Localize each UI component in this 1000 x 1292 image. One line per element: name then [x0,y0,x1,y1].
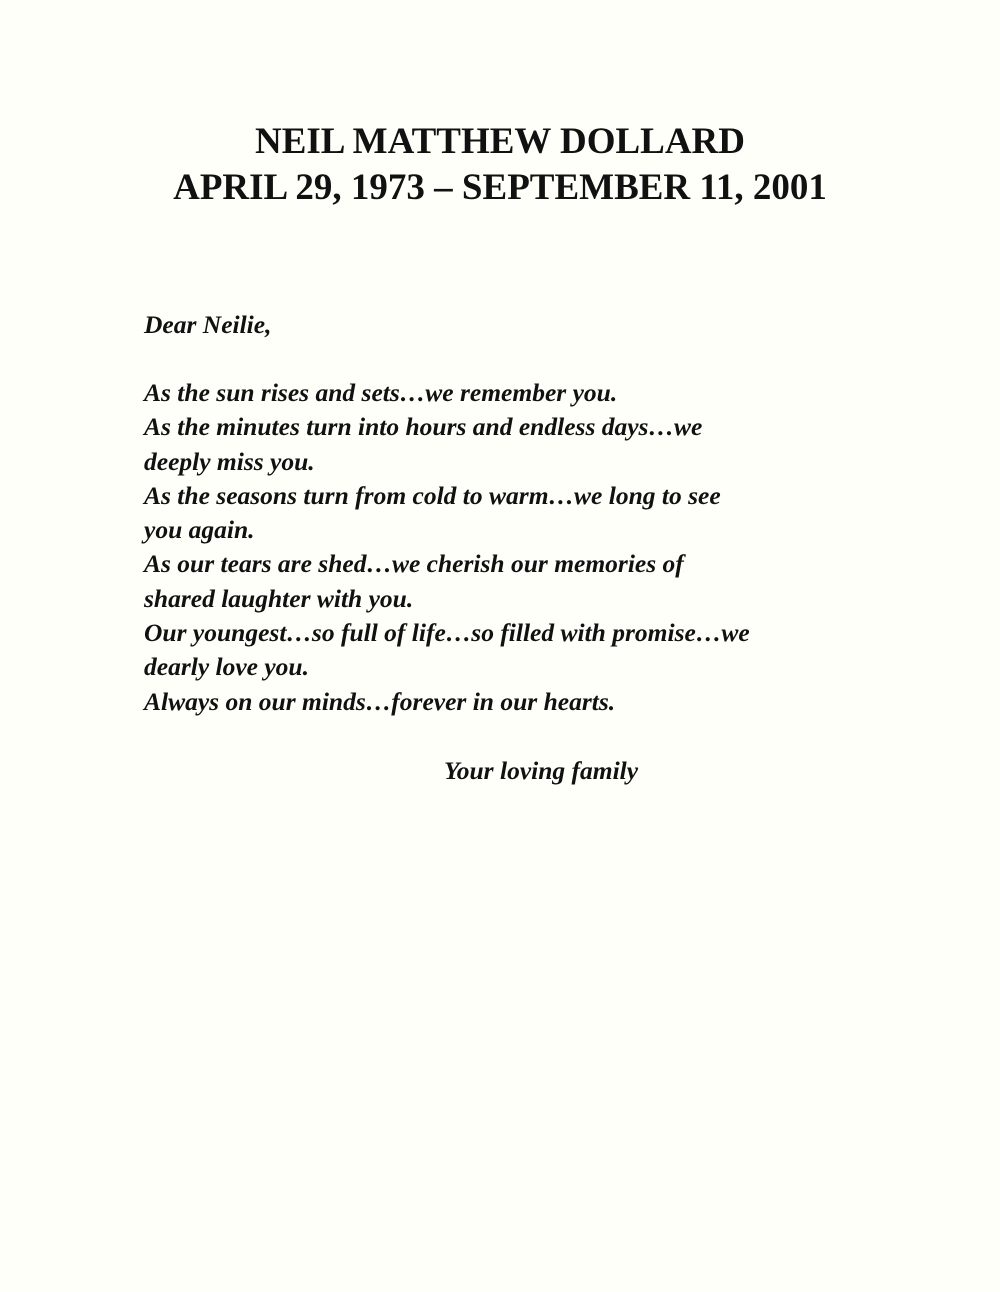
memorial-name-heading: NEIL MATTHEW DOLLARD [255,121,745,162]
letter-line: Our youngest…so full of life…so filled with promise…we [144,618,750,648]
letter-signature: Your loving family [444,756,639,785]
letter-line: you again. [144,515,255,545]
letter-line: As the minutes turn into hours and endless days…we [144,412,703,442]
letter-line: dearly love you. [144,652,309,682]
letter-line: shared laughter with you. [144,583,414,613]
letter-line: As the seasons turn from cold to warm…we long to see [144,480,721,510]
memorial-dates-heading: APRIL 29, 1973 – SEPTEMBER 11, 2001 [173,167,827,208]
letter-body [144,376,750,719]
letter-line: As our tears are shed…we cherish our memories of [144,549,684,579]
letter-line: As the sun rises and sets…we remember you. [144,378,618,407]
letter-line: deeply miss you. [144,446,315,476]
letter-salutation: Dear Neilie, [144,310,272,339]
letter-line: Always on our minds…forever in our hearts. [144,686,616,716]
